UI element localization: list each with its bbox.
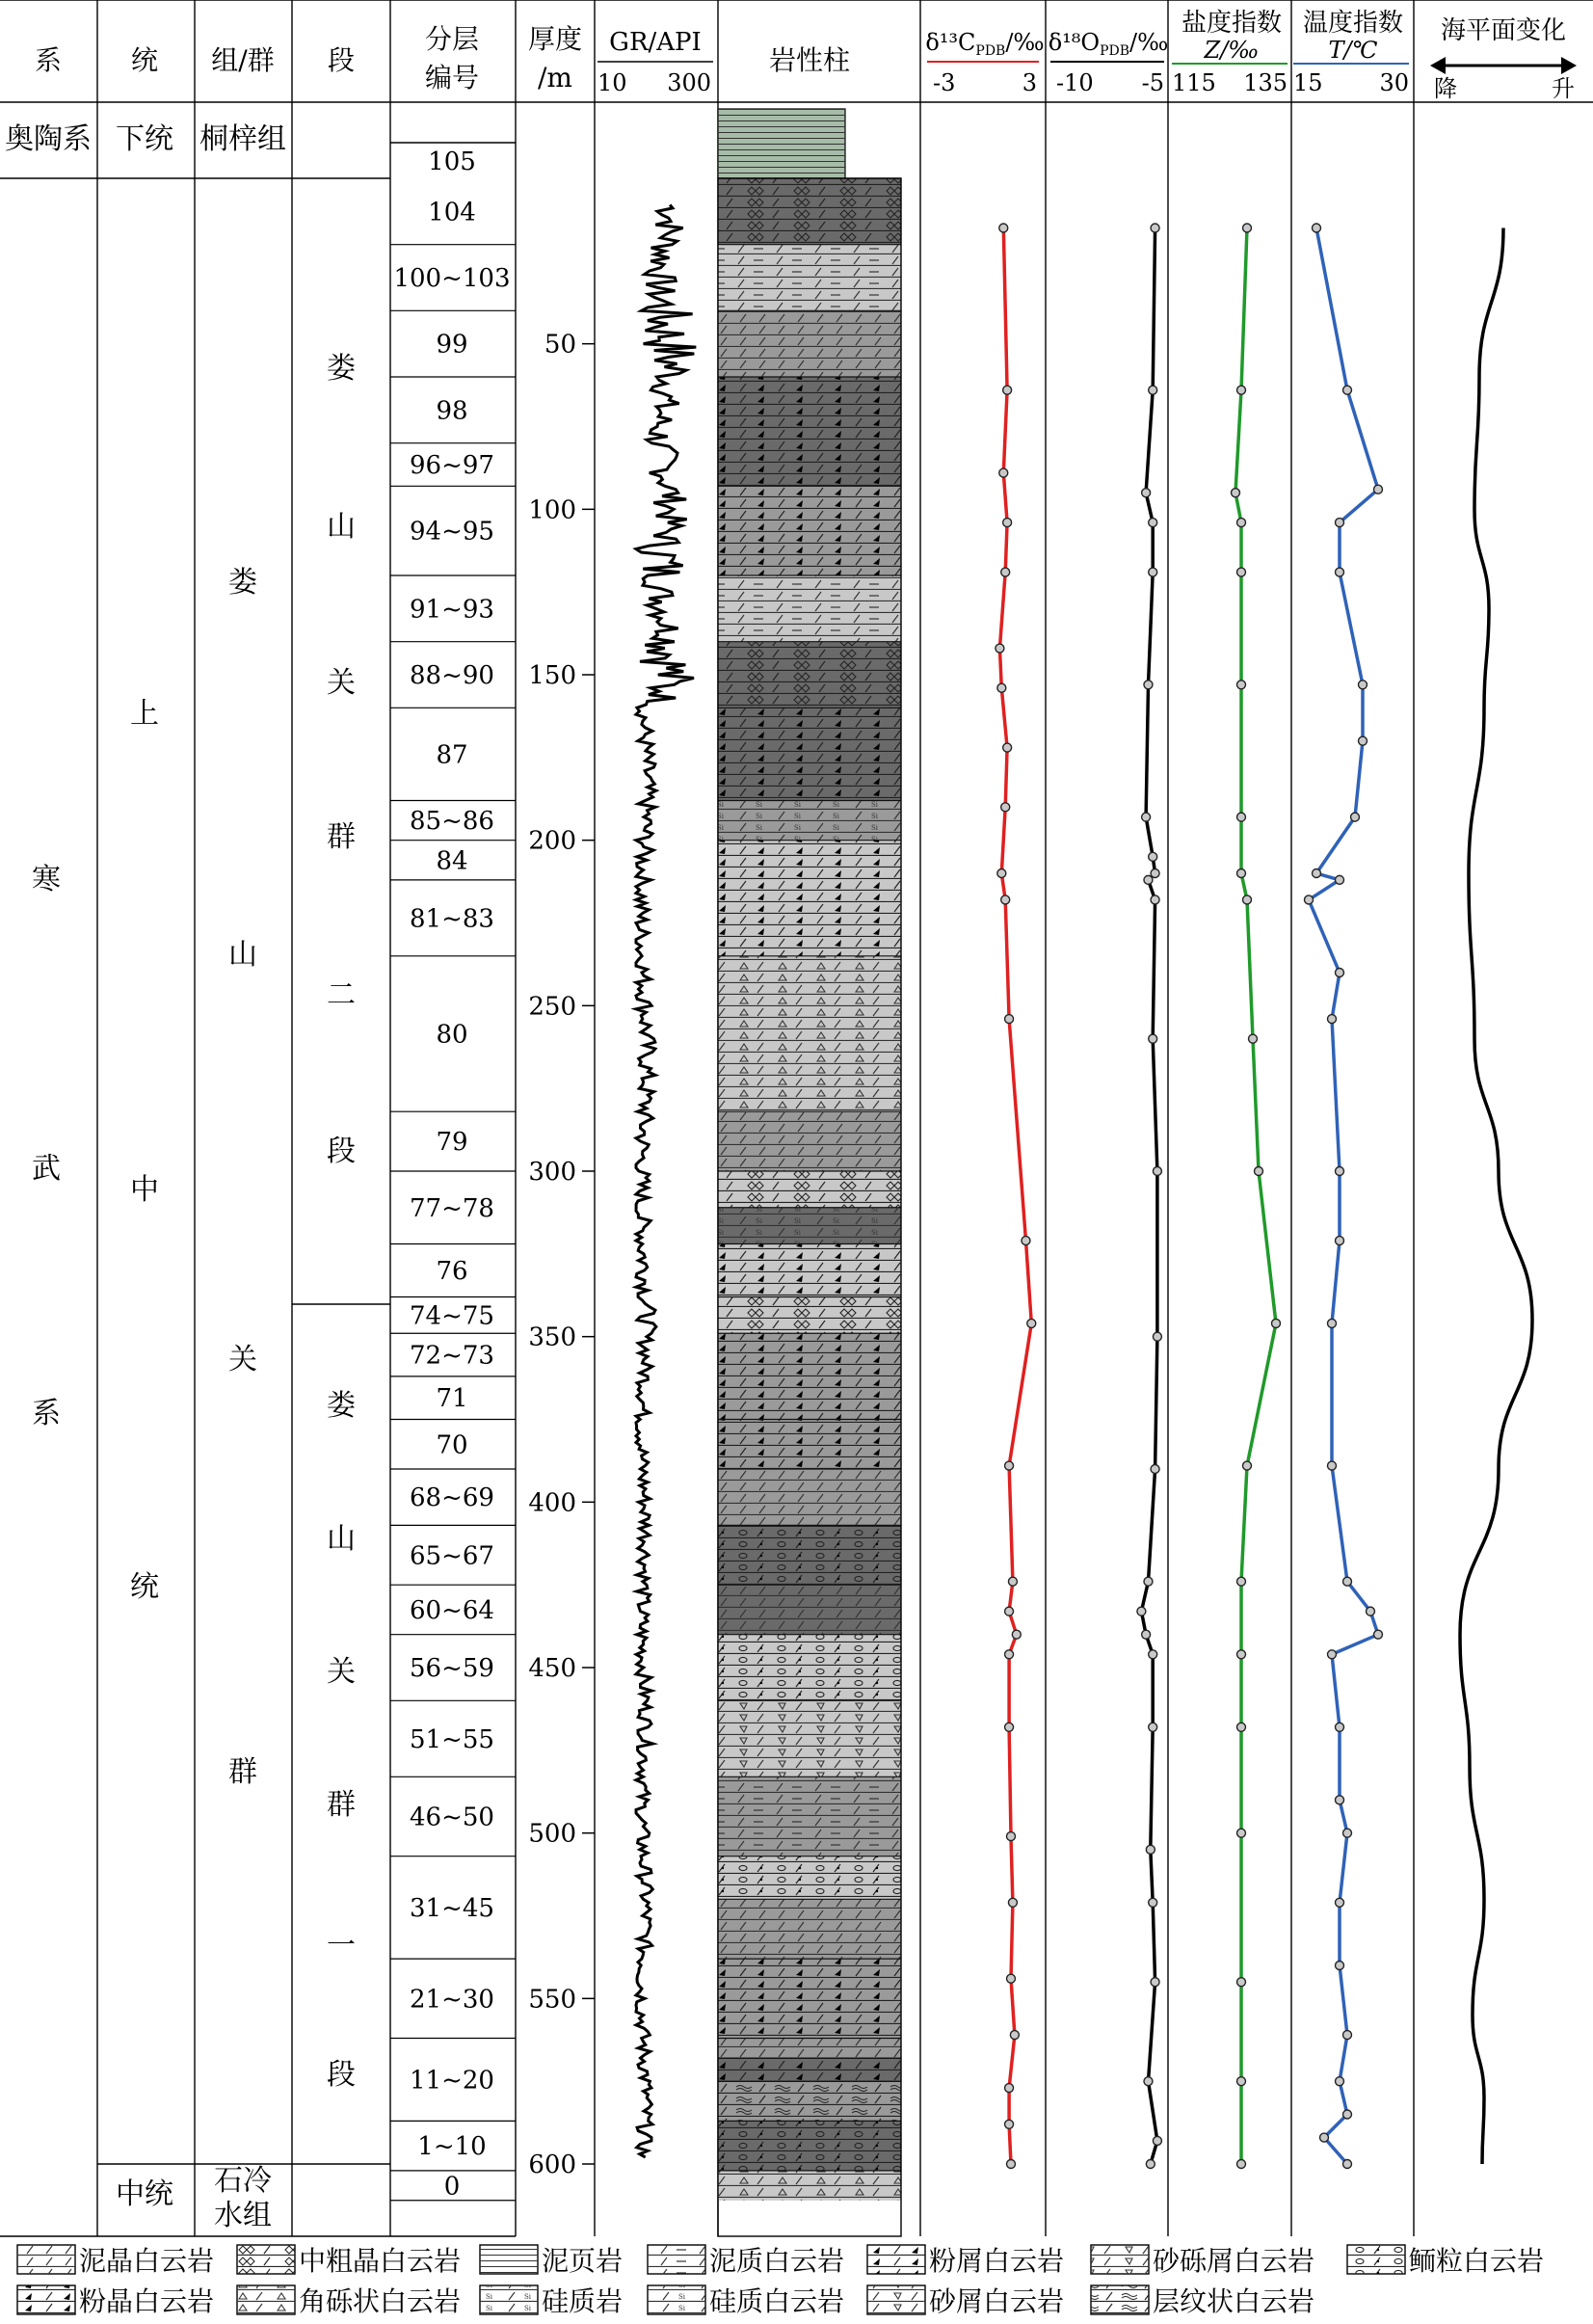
series-point (1144, 1577, 1153, 1586)
lithology-bed (718, 642, 901, 708)
layer-labels (393, 198, 510, 2201)
series-point (1255, 1167, 1263, 1176)
series-point (1144, 2077, 1153, 2086)
series-point (1149, 852, 1157, 861)
header-d18o-unit: /‰ (1129, 29, 1169, 56)
series-point (1272, 1319, 1281, 1327)
series-point (1151, 869, 1159, 878)
series-point (1001, 895, 1010, 904)
series-point (1237, 1723, 1246, 1731)
series-point (1343, 2160, 1352, 2169)
header-d18o-sub: PDB (1100, 43, 1130, 59)
legend (17, 2245, 1544, 2317)
series-point (1008, 1577, 1017, 1586)
top-series: 下统 (116, 122, 173, 156)
series-point (1005, 1607, 1014, 1616)
series-point (1153, 2136, 1161, 2145)
series-point (1005, 1461, 1014, 1470)
series-point (1243, 224, 1252, 232)
layer-label: 51~55 (410, 1724, 494, 1754)
depth-tick-label: 500 (528, 1819, 576, 1849)
layer-label: 72~73 (410, 1341, 494, 1371)
depth-tick-label: 200 (528, 826, 576, 856)
legend-item (480, 2285, 623, 2317)
series-point (1249, 1034, 1258, 1043)
series-point (1144, 681, 1153, 689)
series-point (1008, 1898, 1017, 1907)
layer-label: 65~67 (410, 1541, 494, 1571)
lithology-bed (718, 1525, 901, 1585)
series-point (1243, 1461, 1252, 1470)
depth-tick-label: 550 (528, 1985, 576, 2015)
layer-label: 21~30 (410, 1985, 494, 2015)
sealevel-line (1460, 228, 1532, 2165)
series-point (1237, 813, 1246, 821)
lithology-bed (718, 486, 901, 575)
series-point (1146, 2160, 1155, 2169)
series-point (1313, 869, 1321, 878)
series-point (1022, 1237, 1030, 1245)
layer-label: 96~97 (410, 450, 494, 480)
depth-tick-label: 100 (528, 495, 576, 525)
group-char: 山 (228, 938, 257, 972)
series-point (1007, 2160, 1016, 2169)
lithology-bed (718, 2121, 901, 2171)
series-point (1328, 1015, 1337, 1024)
member1-char: 群 (327, 1788, 356, 1822)
header-member: 段 (327, 44, 356, 76)
series-point (1142, 813, 1151, 821)
series-point (1237, 1978, 1246, 1987)
legend-item (480, 2245, 623, 2277)
series-point (1237, 2077, 1246, 2086)
series-1 (1137, 224, 1162, 2169)
lithology-bed (718, 1857, 901, 1900)
layer-label: 79 (436, 1128, 468, 1158)
layer-label: 0 (443, 2172, 461, 2202)
legend-label: 砂屑白云岩 (929, 2285, 1065, 2317)
layer-label: 31~45 (410, 1893, 494, 1923)
depth-tick-label: 300 (528, 1158, 576, 1187)
legend-item (237, 2245, 461, 2277)
member1-char: 一 (327, 1929, 356, 1963)
header-d13c-unit: /‰ (1005, 29, 1045, 56)
lithology-bed (718, 1296, 901, 1333)
lithology-bed (718, 708, 901, 800)
legend-label: 粉晶白云岩 (79, 2285, 215, 2317)
layer-label: 98 (436, 396, 468, 426)
series-point (1336, 2077, 1344, 2086)
header-temperature-max: 30 (1379, 69, 1409, 96)
header-salinity-min: 115 (1172, 69, 1216, 96)
series-point (1149, 1898, 1157, 1907)
header (0, 0, 1593, 102)
series-point (1142, 1630, 1151, 1639)
header-series: 统 (130, 44, 159, 76)
header-salinity-max: 135 (1243, 69, 1288, 96)
series-point (1142, 489, 1151, 497)
header-temperature-sub: T/℃ (1328, 37, 1378, 64)
lithology-bed (718, 2058, 901, 2081)
layer-label: 68~69 (410, 1483, 494, 1513)
series-point (1336, 1796, 1344, 1804)
header-layer-no-2: 编号 (424, 62, 480, 93)
lithology-bed (718, 841, 901, 956)
header-temperature-min: 15 (1293, 69, 1323, 96)
series-point (1336, 875, 1344, 884)
lithology-bed (718, 1635, 901, 1701)
top-layer: 105 (428, 147, 476, 176)
series-point (1010, 2031, 1019, 2040)
top-group: 桐梓组 (199, 122, 286, 156)
series-point (1149, 386, 1157, 394)
series-point (1149, 568, 1157, 576)
lithology-bed (718, 2081, 901, 2121)
series-point (1151, 1465, 1159, 1474)
series-point (1151, 895, 1159, 904)
series-point (1328, 1461, 1337, 1470)
lithology-bed (718, 1333, 901, 1419)
legend-label: 鲕粒白云岩 (1409, 2245, 1545, 2277)
series-point (1367, 1607, 1375, 1616)
series-point (1343, 1829, 1352, 1837)
lithology-bed (718, 178, 901, 245)
lithology-bed (718, 2039, 901, 2059)
legend-item (17, 2245, 214, 2277)
series-point (1151, 224, 1159, 232)
series-point (1005, 2120, 1014, 2128)
series-point (1320, 2133, 1329, 2142)
legend-label: 泥质白云岩 (709, 2245, 845, 2277)
series-point (997, 869, 1006, 878)
layer-label: 76 (436, 1257, 468, 1286)
header-system: 系 (34, 44, 63, 76)
member1-char: 娄 (327, 1389, 356, 1423)
member1-char: 关 (327, 1655, 356, 1689)
group-char: 群 (228, 1755, 257, 1789)
member2-char: 二 (327, 978, 356, 1012)
series-point (1359, 681, 1367, 689)
series-point (1153, 1332, 1161, 1341)
legend-label: 粉屑白云岩 (929, 2245, 1065, 2277)
series-3 (1305, 224, 1383, 2169)
series-2 (1232, 224, 1281, 2169)
layer-label: 91~93 (410, 595, 494, 625)
header-gr-min: 10 (597, 69, 627, 96)
series-point (1027, 1319, 1036, 1327)
header-sealevel-up: 升 (1552, 75, 1575, 102)
header-lithology: 岩性柱 (768, 44, 851, 76)
series-point (1343, 1577, 1352, 1586)
legend-item (867, 2285, 1064, 2317)
series-point (1007, 1832, 1016, 1841)
series-point (1336, 1167, 1344, 1176)
series-point (1151, 1978, 1159, 1987)
lithology-bed (718, 800, 901, 840)
legend-item (237, 2285, 461, 2317)
series-point (1237, 568, 1246, 576)
layer-label: 56~59 (410, 1654, 494, 1683)
depth-tick-label: 250 (528, 992, 576, 1022)
legend-label: 砂砾屑白云岩 (1153, 2245, 1315, 2277)
header-d18o-max: -5 (1141, 69, 1164, 96)
header-sealevel-down: 降 (1434, 75, 1457, 102)
layer-label: 88~90 (410, 661, 494, 690)
series-char: 中 (130, 1173, 159, 1207)
legend-item (1091, 2245, 1314, 2277)
series-point (1351, 813, 1360, 821)
series-point (1313, 224, 1321, 232)
series-point (1343, 386, 1352, 394)
depth-tick-label: 400 (528, 1488, 576, 1518)
layer-label: 71 (436, 1384, 468, 1414)
series-point (999, 224, 1008, 232)
lithology-column (718, 109, 901, 2236)
series-point (1003, 519, 1012, 527)
series-point (1149, 1723, 1157, 1731)
lithology-bed (718, 310, 901, 377)
header-d18o-min: -10 (1056, 69, 1094, 96)
series-point (1237, 1829, 1246, 1837)
layer-label: 77~78 (410, 1193, 494, 1223)
group-char: 关 (228, 1343, 257, 1376)
series-point (1336, 1237, 1344, 1245)
series-point (1336, 1962, 1344, 1970)
layer-label: 87 (436, 740, 468, 770)
header-d13c-min: -3 (933, 69, 956, 96)
series-point (1149, 519, 1157, 527)
header-thickness-2: /m (538, 62, 572, 93)
legend-label: 角砾状白云岩 (299, 2285, 462, 2317)
legend-label: 硅质白云岩 (709, 2285, 845, 2317)
series-point (997, 683, 1006, 692)
legend-label: 泥页岩 (542, 2245, 624, 2277)
member2-char: 山 (327, 510, 356, 544)
series-point (1328, 1650, 1337, 1659)
header-sealevel-title: 海平面变化 (1440, 16, 1567, 45)
legend-item (1091, 2285, 1314, 2317)
header-layer-no-1: 分层 (424, 23, 480, 55)
member2-char: 娄 (327, 352, 356, 386)
layer-label: 70 (436, 1430, 468, 1460)
legend-item (648, 2245, 844, 2277)
series-char: 统 (130, 1570, 159, 1604)
system-char: 系 (32, 1397, 61, 1430)
depth-tick-label: 50 (544, 330, 576, 360)
legend-item (1347, 2245, 1544, 2277)
header-d13c-sub: PDB (975, 43, 1006, 59)
group-lower: 水组 (214, 2199, 272, 2232)
series-point (1137, 1607, 1146, 1616)
geochem-curves (996, 224, 1383, 2169)
series-point (996, 644, 1004, 653)
series-point (1005, 2084, 1014, 2093)
header-thickness-1: 厚度 (527, 23, 583, 55)
layer-label: 104 (428, 198, 476, 227)
legend-label: 层纹状白云岩 (1153, 2285, 1315, 2317)
layer-label: 74~75 (410, 1301, 494, 1331)
legend-label: 泥晶白云岩 (79, 2245, 215, 2277)
legend-label: 中粗晶白云岩 (299, 2245, 462, 2277)
layer-label: 11~20 (410, 2066, 494, 2096)
layer-label: 81~83 (410, 904, 494, 934)
header-gr-max: 300 (667, 69, 711, 96)
lithology-bed (718, 1208, 901, 1244)
series-lower: 中统 (116, 2177, 173, 2211)
header-d18o-title: δ¹⁸O (1048, 29, 1101, 56)
series-point (1237, 1577, 1246, 1586)
series-point (999, 468, 1008, 477)
lithology-bed (718, 1585, 901, 1635)
series-point (1003, 743, 1012, 752)
system-char: 寒 (32, 863, 61, 896)
legend-item (648, 2285, 844, 2317)
series-0 (996, 224, 1036, 2169)
series-point (1237, 386, 1246, 394)
series-point (1305, 895, 1314, 904)
series-point (1144, 875, 1153, 884)
depth-tick-label: 350 (528, 1322, 576, 1352)
header-gr-title: GR/API (609, 28, 702, 57)
series-point (1153, 1167, 1161, 1176)
series-point (1343, 2031, 1352, 2040)
legend-item (867, 2245, 1064, 2277)
series-point (1336, 969, 1344, 977)
header-d18o (1049, 29, 1169, 59)
sealevel-curve (1460, 228, 1532, 2165)
depth-tick-label: 150 (528, 661, 576, 690)
member1-char: 山 (327, 1522, 356, 1556)
series-point (1232, 489, 1240, 497)
gr-line (636, 205, 696, 2158)
series-point (1146, 1845, 1155, 1854)
depth-tick-label: 450 (528, 1654, 576, 1683)
layer-label: 60~64 (410, 1595, 494, 1625)
series-char: 上 (130, 697, 159, 731)
lithology-bed (718, 377, 901, 486)
sealevel-arrow (1430, 57, 1577, 74)
lithology-bed (718, 1469, 901, 1525)
series-point (1005, 1650, 1014, 1659)
lithology-bed (718, 2171, 901, 2201)
header-group: 组/群 (211, 44, 275, 76)
gr-curve (636, 205, 696, 2158)
series-point (1336, 519, 1344, 527)
legend-item (17, 2285, 214, 2317)
series-point (1359, 736, 1367, 745)
series-point (1237, 2160, 1246, 2169)
layer-label: 80 (436, 1020, 468, 1050)
series-point (1237, 1650, 1246, 1659)
layer-label: 84 (436, 846, 468, 876)
series-point (1336, 568, 1344, 576)
stratigraphy-labels (5, 122, 476, 2232)
top-system: 奥陶系 (5, 122, 92, 156)
lithology-bed (718, 1959, 901, 2038)
header-d13c-max: 3 (1022, 69, 1037, 96)
series-point (1343, 2110, 1352, 2119)
series-point (1005, 1015, 1014, 1024)
layer-label: 99 (436, 330, 468, 360)
lithology-bed (718, 1776, 901, 1856)
header-d13c-title: δ¹³C (925, 29, 976, 56)
series-point (1005, 1723, 1014, 1731)
layer-label: 100~103 (393, 264, 511, 293)
series-point (1243, 895, 1252, 904)
lithology-bed (718, 1899, 901, 1959)
series-point (1374, 485, 1383, 494)
group-char: 娄 (228, 566, 257, 600)
depth-axis (528, 331, 595, 2179)
header-salinity-title: 盐度指数 (1181, 9, 1283, 38)
lithology-bed (718, 245, 901, 311)
series-point (1328, 1319, 1337, 1327)
member2-char: 关 (327, 666, 356, 700)
series-point (1001, 803, 1010, 812)
series-point (1149, 1034, 1157, 1043)
lithology-bed (718, 1244, 901, 1297)
series-point (1001, 568, 1010, 576)
group-lower: 石冷 (214, 2164, 272, 2198)
layer-label: 1~10 (417, 2132, 487, 2162)
series-point (1237, 681, 1246, 689)
header-salinity-sub: Z/‰ (1204, 37, 1260, 64)
lithology-bed (718, 575, 901, 642)
series-point (1007, 1974, 1016, 1983)
lithology-bed (718, 1700, 901, 1776)
lithology-bed (718, 1111, 901, 1171)
series-point (1237, 519, 1246, 527)
series-line (1309, 228, 1378, 2165)
layer-label: 85~86 (410, 807, 494, 837)
header-temperature-title: 温度指数 (1302, 9, 1404, 38)
legend-label: 硅质岩 (542, 2285, 624, 2317)
member2-char: 群 (327, 820, 356, 854)
series-point (1336, 1723, 1344, 1731)
lithology-bed (718, 956, 901, 1111)
layer-label: 94~95 (410, 517, 494, 547)
lithology-bed (718, 1171, 901, 1208)
lithology-bed (718, 1420, 901, 1470)
series-point (1003, 386, 1012, 394)
depth-tick-label: 600 (528, 2150, 576, 2179)
header-d13c (925, 29, 1044, 59)
layer-label: 46~50 (410, 1803, 494, 1832)
series-point (1012, 1630, 1021, 1639)
series-point (1336, 1898, 1344, 1907)
series-point (1149, 1650, 1157, 1659)
member1-char: 段 (327, 2058, 356, 2092)
series-point (1237, 869, 1246, 878)
system-char: 武 (32, 1152, 61, 1186)
member2-char: 段 (327, 1135, 356, 1168)
series-point (1374, 1630, 1383, 1639)
